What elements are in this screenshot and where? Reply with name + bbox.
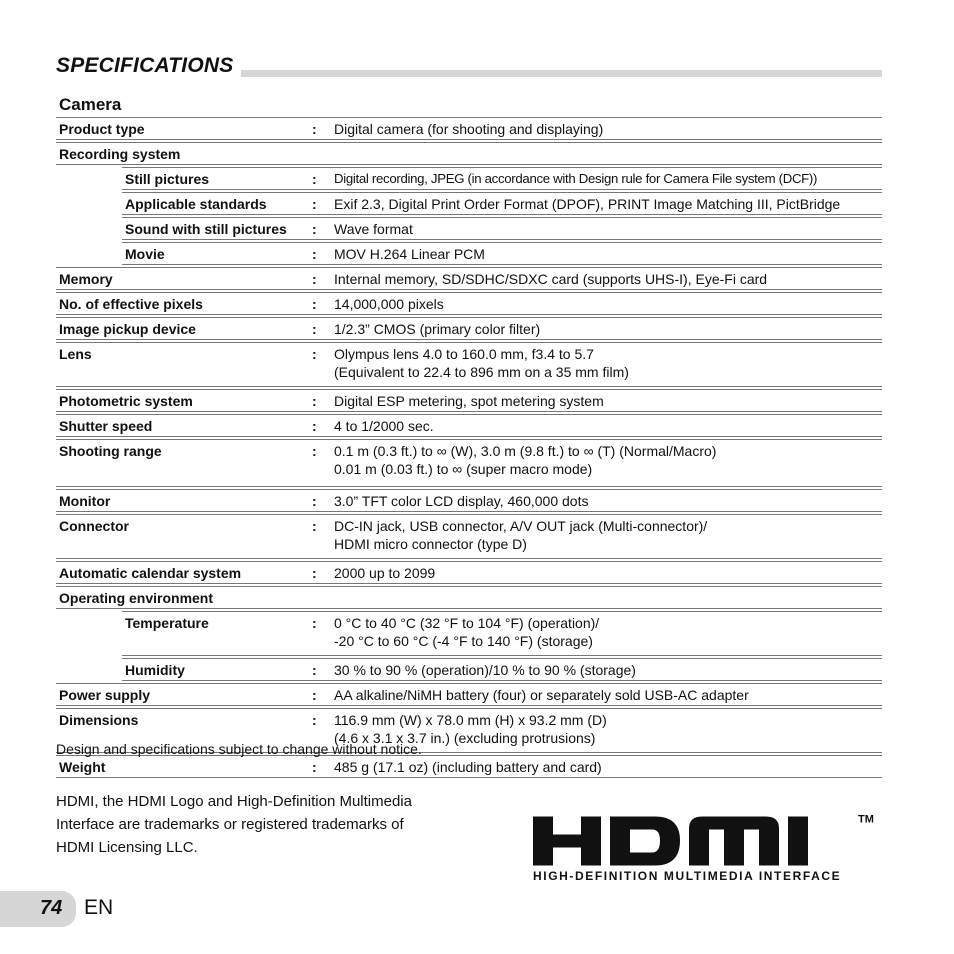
row-colon: : — [312, 712, 317, 728]
row-label: Connector — [59, 518, 129, 534]
value-line: (4.6 x 3.1 x 3.7 in.) (excluding protrusions) — [334, 730, 596, 746]
value-line: Olympus lens 4.0 to 160.0 mm, f3.4 to 5.7 — [334, 346, 594, 362]
language-code: EN — [84, 896, 114, 919]
page-title: SPECIFICATIONS — [56, 54, 241, 78]
row-colon: : — [312, 271, 317, 287]
row-label: Image pickup device — [59, 321, 196, 337]
row-value: 3.0” TFT color LCD display, 460,000 dots — [334, 493, 589, 509]
value-line: (Equivalent to 22.4 to 896 mm on a 35 mm film) — [334, 364, 629, 380]
row-label: Humidity — [125, 662, 185, 678]
table-row — [122, 242, 882, 265]
table-row — [56, 514, 882, 559]
value-line: 0.01 m (0.03 ft.) to ∞ (super macro mode) — [334, 461, 593, 477]
table-row — [56, 489, 882, 512]
row-value: 30 % to 90 % (operation)/10 % to 90 % (storage) — [334, 662, 636, 678]
row-label: Monitor — [59, 493, 111, 509]
row-colon: : — [312, 443, 317, 459]
row-value — [334, 442, 882, 478]
row-label: Product type — [59, 121, 145, 137]
row-colon: : — [312, 393, 317, 409]
trademark-line: HDMI Licensing LLC. — [56, 839, 198, 856]
row-value: 14,000,000 pixels — [334, 296, 444, 312]
row-label: Lens — [59, 346, 92, 362]
row-colon: : — [312, 171, 317, 187]
disclaimer-note: Design and specifications subject to change without notice. — [56, 741, 422, 757]
table-row — [56, 389, 882, 412]
row-colon: : — [312, 221, 317, 237]
table-row — [56, 586, 882, 609]
table-row — [122, 217, 882, 240]
row-colon: : — [312, 759, 317, 775]
table-row — [122, 167, 882, 190]
row-colon: : — [312, 662, 317, 678]
row-label: Recording system — [59, 146, 181, 162]
trademark-symbol: TM — [858, 813, 874, 826]
row-colon: : — [312, 321, 317, 337]
row-label: Automatic calendar system — [59, 565, 242, 581]
row-value: Digital recording, JPEG (in accordance with Design rule for Camera File system (DCF)) — [334, 171, 818, 186]
row-value: 485 g (17.1 oz) (including battery and card) — [334, 759, 602, 775]
row-value: Exif 2.3, Digital Print Order Format (DPOF), PRINT Image Matching III, PictBridge — [334, 196, 841, 212]
row-label: Shooting range — [59, 443, 162, 459]
row-value: 1/2.3” CMOS (primary color filter) — [334, 321, 541, 337]
row-label: Applicable standards — [125, 196, 267, 212]
row-label: Shutter speed — [59, 418, 153, 434]
row-colon: : — [312, 518, 317, 534]
table-row — [122, 611, 882, 656]
row-colon: : — [312, 121, 317, 137]
value-line: -20 °C to 60 °C (-4 °F to 140 °F) (storage) — [334, 633, 593, 649]
row-value — [334, 345, 882, 381]
table-row — [56, 561, 882, 584]
row-value: Wave format — [334, 221, 413, 237]
row-label: No. of effective pixels — [59, 296, 203, 312]
value-line: 0 °C to 40 °C (32 °F to 104 °F) (operation)/ — [334, 615, 600, 631]
row-label: Photometric system — [59, 393, 193, 409]
row-label: Operating environment — [59, 590, 214, 606]
row-value: 4 to 1/2000 sec. — [334, 418, 434, 434]
row-label: Dimensions — [59, 712, 139, 728]
row-colon: : — [312, 565, 317, 581]
table-row — [56, 414, 882, 437]
row-colon: : — [312, 418, 317, 434]
page-number: 74 — [40, 897, 63, 919]
row-colon: : — [312, 346, 317, 362]
value-line: DC-IN jack, USB connector, A/V OUT jack (Multi-connector)/ — [334, 518, 708, 534]
trademark-line: Interface are trademarks or registered trademarks of — [56, 816, 404, 833]
row-label: Memory — [59, 271, 113, 287]
row-colon: : — [312, 196, 317, 212]
row-value: Digital ESP metering, spot metering system — [334, 393, 604, 409]
row-label: Power supply — [59, 687, 151, 703]
row-value — [334, 517, 882, 553]
value-line: 116.9 mm (W) x 78.0 mm (H) x 93.2 mm (D) — [334, 712, 607, 728]
row-colon: : — [312, 246, 317, 262]
row-colon: : — [312, 687, 317, 703]
table-row — [122, 192, 882, 215]
row-label: Temperature — [125, 615, 209, 631]
row-label: Sound with still pictures — [125, 221, 287, 237]
row-colon: : — [312, 615, 317, 631]
table-row — [56, 142, 882, 165]
value-line: HDMI micro connector (type D) — [334, 536, 527, 552]
row-colon: : — [312, 493, 317, 509]
table-row — [56, 439, 882, 487]
row-colon: : — [312, 296, 317, 312]
row-label: Movie — [125, 246, 165, 262]
table-row — [122, 658, 882, 681]
table-row — [56, 292, 882, 315]
row-value: AA alkaline/NiMH battery (four) or separately sold USB-AC adapter — [334, 687, 749, 703]
row-value: Internal memory, SD/SDHC/SDXC card (supports UHS-I), Eye-Fi card — [334, 271, 768, 287]
section-header — [56, 54, 882, 78]
table-row — [56, 267, 882, 290]
row-value: Digital camera (for shooting and displaying) — [334, 121, 604, 137]
row-label: Still pictures — [125, 171, 210, 187]
value-line: 0.1 m (0.3 ft.) to ∞ (W), 3.0 m (9.8 ft.) to ∞ (T) (Normal/Macro) — [334, 443, 717, 459]
spec-table — [56, 117, 882, 780]
table-row — [56, 342, 882, 387]
section-title: Camera — [59, 95, 122, 114]
logo-subtitle: HIGH-DEFINITION MULTIMEDIA INTERFACE — [533, 869, 842, 883]
table-row — [56, 683, 882, 706]
row-value: MOV H.264 Linear PCM — [334, 246, 485, 262]
row-value: 2000 up to 2099 — [334, 565, 436, 581]
table-row — [56, 117, 882, 140]
table-row — [56, 755, 882, 778]
row-label: Weight — [59, 759, 106, 775]
table-row — [56, 317, 882, 340]
trademark-notice — [56, 790, 476, 859]
trademark-line: HDMI, the HDMI Logo and High-Definition Multimedia — [56, 793, 412, 810]
row-value — [334, 614, 882, 650]
page-number-tab — [0, 891, 76, 927]
